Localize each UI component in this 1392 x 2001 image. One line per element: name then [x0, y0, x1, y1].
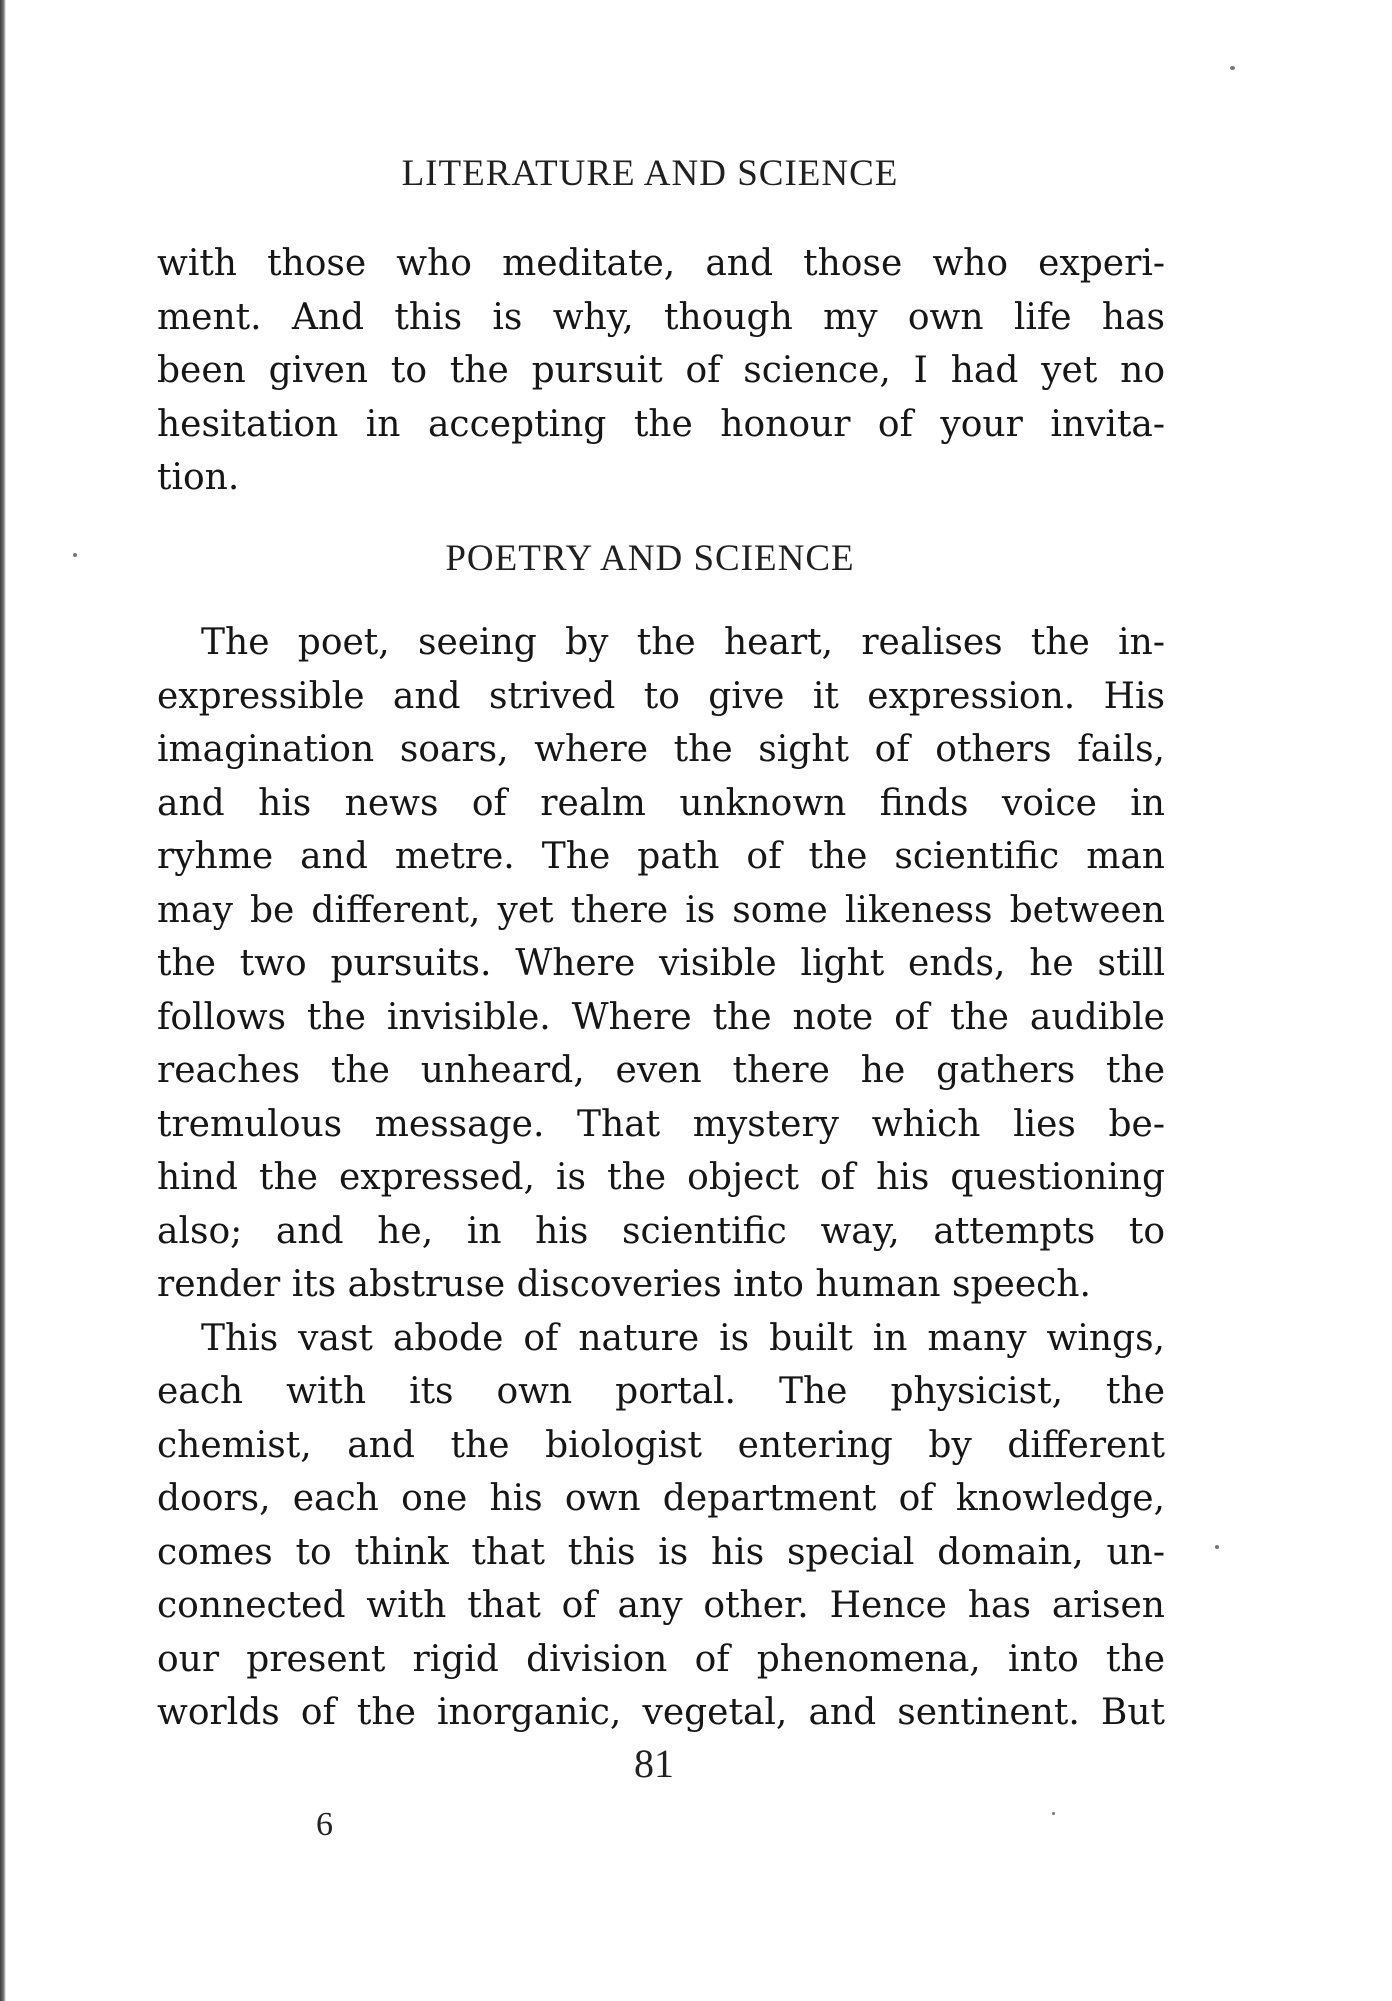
text-line: ryhme and metre. The path of the scientific man [157, 836, 1165, 877]
text-line: hind the expressed, is the object of his questioning [157, 1157, 1165, 1198]
page-number: 81 [634, 1741, 674, 1786]
text-line: tremulous message. That mystery which lies be- [157, 1103, 1165, 1145]
scan-speck [1215, 1545, 1219, 1549]
body-text [157, 616, 1165, 1740]
section-heading: POETRY AND SCIENCE [445, 538, 855, 579]
text-line: chemist, and the biologist entering by different [157, 1424, 1165, 1466]
text-line: follows the invisible. Where the note of the audible [157, 996, 1165, 1038]
text-line: may be different, yet there is some likeness between [157, 889, 1165, 931]
text-line: expressible and strived to give it expression. His [157, 675, 1165, 717]
text-line: comes to think that this is his special domain, un- [157, 1531, 1165, 1573]
scan-speck [1230, 66, 1235, 70]
text-line: with those who meditate, and those who experi- [157, 243, 1165, 284]
text-line: also; and he, in his scientific way, attempts to [157, 1210, 1165, 1252]
text-line: worlds of the inorganic, vegetal, and sentinent. But [157, 1692, 1165, 1733]
text-line: tion. [157, 457, 240, 498]
text-line: imagination soars, where the sight of others fails, [157, 729, 1165, 770]
text-line: The poet, seeing by the heart, realises the in- [201, 622, 1165, 663]
text-line: reaches the unheard, even there he gathers the [157, 1050, 1165, 1091]
text-line: connected with that of any other. Hence has arisen [157, 1585, 1165, 1626]
text-line: render its abstruse discoveries into human speech. [157, 1264, 1091, 1305]
running-head: LITERATURE AND SCIENCE [401, 153, 899, 194]
text-line: been given to the pursuit of science, I had yet no [157, 350, 1165, 391]
text-line: and his news of realm unknown finds voice in [157, 782, 1165, 824]
page-binding-edge [0, 0, 6, 2001]
scan-speck [1052, 1812, 1055, 1815]
text-line: hesitation in accepting the honour of your invita- [157, 403, 1165, 445]
scan-speck [73, 553, 77, 557]
text-line: our present rigid division of phenomena, into the [157, 1638, 1165, 1680]
text-line: This vast abode of nature is built in many wings, [201, 1317, 1165, 1359]
text-line: each with its own portal. The physicist, the [157, 1371, 1165, 1412]
intro-paragraph [157, 237, 1165, 505]
text-line: the two pursuits. Where visible light ends, he still [157, 943, 1165, 984]
signature-mark: 6 [316, 1806, 333, 1843]
text-line: ment. And this is why, though my own life has [157, 296, 1165, 338]
text-line: doors, each one his own department of knowledge, [157, 1478, 1165, 1519]
